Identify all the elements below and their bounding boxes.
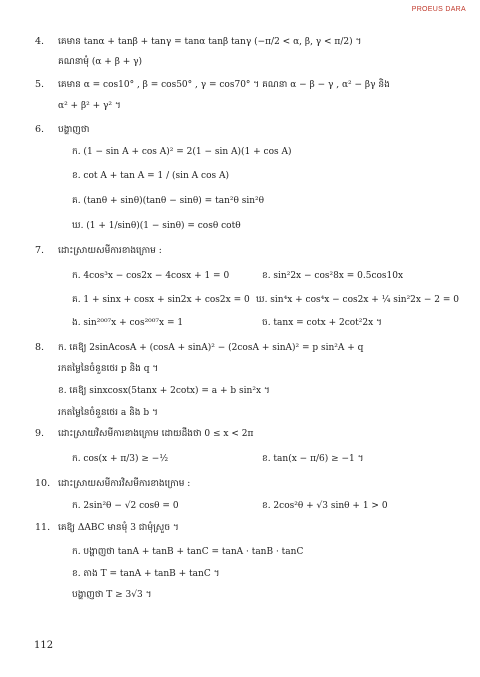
problem-8-line-4: រកតម្លៃនៃចំនួនថេរ a និង b ។ — [58, 408, 158, 418]
problem-11-item-a: ក. បង្ហាញថា tanA + tanB + tanC = tanA · tanB · tanC — [72, 547, 304, 557]
page-number: 112 — [34, 640, 54, 651]
problem-9-item-b: ខ. tan(x − π/6) ≥ −1 ។ — [262, 454, 364, 464]
problem-10-line-1: ដោះស្រាយសមីការវិសមីការខាងក្រោម : — [58, 479, 191, 489]
problem-7-number: 7. — [35, 245, 45, 256]
problem-9-line-1: ដោះស្រាយវិសមីការខាងក្រោម ដោយដឹងថា 0 ≤ x < 2π — [58, 429, 254, 439]
problem-9-item-a: ក. cos(x + π/3) ≥ −½ — [72, 454, 169, 464]
problem-7-item-b: ខ. sin²2x − cos²8x = 0.5cos10x — [262, 271, 404, 281]
problem-4-line-1: គេមាន tanα + tanβ + tanγ = tanα tanβ tanγ (−π/2 < α, β, γ < π/2) ។ — [58, 37, 362, 47]
problem-8-line-2: រកតម្លៃនៃចំនួនថេរ p និង q ។ — [58, 364, 159, 374]
problem-7-item-e: ង. sin²⁰⁰⁷x + cos²⁰⁰⁷x = 1 — [72, 318, 184, 328]
problem-5-line-2: α² + β² + γ² ។ — [58, 101, 121, 111]
problem-8-number: 8. — [35, 342, 45, 353]
problem-10-item-b: ខ. 2cos²θ + √3 sinθ + 1 > 0 — [262, 501, 388, 511]
problem-6-item-a: ក. (1 − sin A + cos A)² = 2(1 − sin A)(1 + cos A) — [72, 147, 292, 157]
problem-6-item-b: ខ. cot A + tan A = 1 / (sin A cos A) — [72, 171, 229, 181]
problem-5-number: 5. — [35, 79, 45, 90]
problem-4-line-2: គណនាមុំ (α + β + γ) — [58, 57, 143, 67]
problem-6-item-d: ឃ. (1 + 1/sinθ)(1 − sinθ) = cosθ cotθ — [72, 221, 241, 231]
problem-6-number: 6. — [35, 124, 45, 135]
problem-7-item-a: ក. 4cos³x − cos2x − 4cosx + 1 = 0 — [72, 271, 230, 281]
problem-11-line-1: គេឱ្យ ΔABC មានមុំ 3 ជាមុំស្រួច ។ — [58, 523, 179, 533]
problem-11-item-b: ខ. តាង T = tanA + tanB + tanC ។ — [72, 569, 220, 579]
problem-7-item-c: គ. 1 + sinx + cosx + sin2x + cos2x = 0 — [72, 295, 250, 305]
problem-5-line-1: គេមាន α = cos10° , β = cos50° , γ = cos70° ។ គណនា α − β − γ , α² − βγ និង — [58, 80, 390, 90]
problem-8-line-3: ខ. គេឱ្យ sinxcosx(5tanx + 2cotx) = a + b sin²x ។ — [58, 386, 270, 396]
problem-8-line-1: ក. គេឱ្យ 2sinAcosA + (cosA + sinA)² − (2cosA + sinA)² = p sin²A + q — [58, 343, 364, 353]
problem-11-item-c: បង្ហាញថា T ≥ 3√3 ។ — [72, 590, 152, 600]
problem-4-number: 4. — [35, 36, 45, 47]
problem-10-item-a: ក. 2sin²θ − √2 cosθ = 0 — [72, 501, 179, 511]
problem-7-item-d: ឃ. sin⁴x + cos⁴x − cos2x + ¼ sin²2x − 2 = 0 — [256, 295, 459, 305]
problem-6-item-c: គ. (tanθ + sinθ)(tanθ − sinθ) = tan²θ sin²θ — [72, 196, 265, 206]
problem-11-number: 11. — [35, 522, 51, 533]
problem-7-item-f: ច. tanx = cotx + 2cot²2x ។ — [262, 318, 382, 328]
problem-9-number: 9. — [35, 428, 45, 439]
problem-10-number: 10. — [35, 478, 51, 489]
problem-6-line-1: បង្ហាញថា — [58, 125, 90, 135]
page-header-brand: PROEUS DARA — [411, 6, 466, 13]
problem-7-line-1: ដោះស្រាយសមីការខាងក្រោម : — [58, 246, 162, 256]
